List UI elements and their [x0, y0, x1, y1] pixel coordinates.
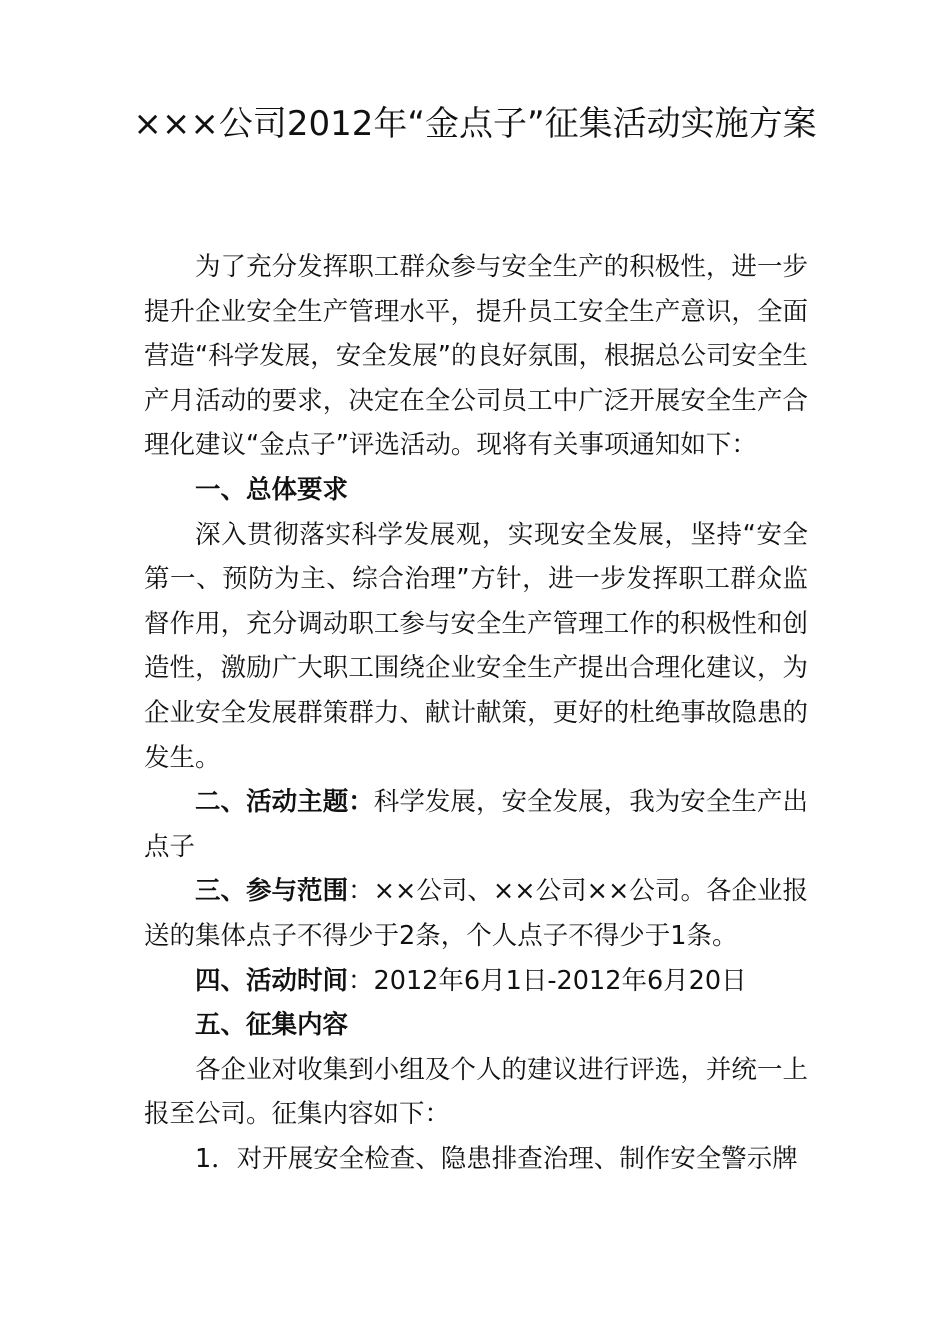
- section-2-paragraph: [144, 780, 808, 869]
- section-1-paragraph: 深入贯彻落实科学发展观，实现安全发展，坚持“安全第一、预防为主、综合治理”方针，进一步发挥职工群众监督作用，充分调动职工参与安全生产管理工作的积极性和创造性，激励广大职工围绕企业安全生产提出合理化建议，为企业安全发展群策群力、献计献策，更好的杜绝事故隐患的发生。: [144, 519, 808, 773]
- section-5-paragraph: 各企业对收集到小组及个人的建议进行评选，并统一上报至公司。征集内容如下：: [144, 1054, 808, 1130]
- document-body: [144, 245, 808, 1181]
- intro-paragraph: 为了充分发挥职工群众参与安全生产的积极性，进一步提升企业安全生产管理水平，提升员工安全生产意识，全面营造“科学发展，安全发展”的良好氛围，根据总公司安全生产月活动的要求，决定在全公司员工中广泛开展安全生产合理化建议“金点子”评选活动。现将有关事项通知如下：: [144, 252, 808, 461]
- section-2-text: 科学发展，安全发展，我为安全生产出点子: [144, 787, 808, 862]
- document-title: ×××公司2012年“金点子”征集活动实施方案: [133, 104, 817, 144]
- section-4-label: 四、活动时间: [195, 965, 349, 996]
- section-1-heading: 一、总体要求: [195, 474, 349, 505]
- section-2-label: 二、活动主题：: [195, 787, 374, 818]
- section-5-heading: 五、征集内容: [195, 1010, 349, 1041]
- section-3-paragraph: [144, 869, 808, 958]
- section-3-text: ：××公司、××公司××公司。各企业报送的集体点子不得少于2条，个人点子不得少于1条。: [144, 876, 808, 951]
- content-item-1: 1．对开展安全检查、隐患排查治理、制作安全警示牌: [195, 1143, 798, 1174]
- section-4-paragraph: [144, 959, 808, 1004]
- section-4-text: ：2012年6月1日-2012年6月20日: [348, 965, 747, 996]
- section-3-label: 三、参与范围: [195, 876, 349, 907]
